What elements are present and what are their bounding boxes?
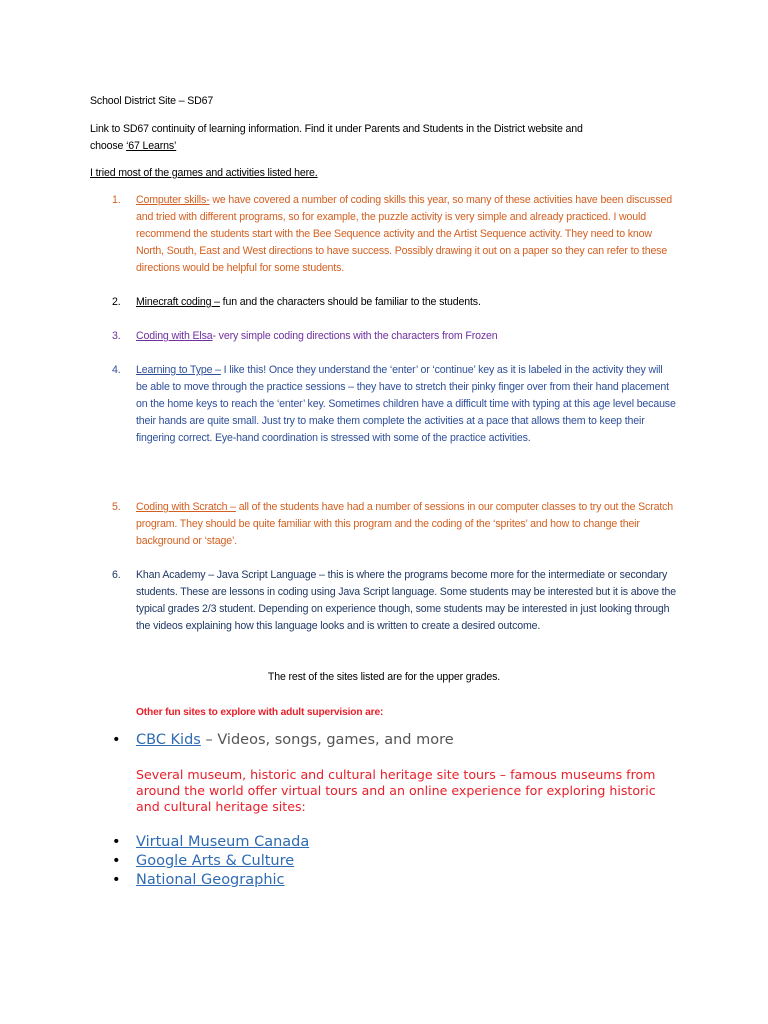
tried-line: I tried most of the games and activities listed here. xyxy=(90,167,318,179)
cbc-kids-link[interactable]: CBC Kids xyxy=(136,732,201,748)
learning-to-type-link[interactable]: Learning to Type – xyxy=(136,364,221,376)
item-text: we have covered a number of coding skills this year, so many of these activities have been discussed and tried with different programs, so for example, the puzzle activity is very simple and already practiced. I would recommend the students start with the Bee Sequence activity and the Artist Sequence activity. They need to know North, South, East and West directions to have success. Possibly drawing it out on a paper so they can refer to these directions would be helpful for some students. xyxy=(136,194,672,274)
coding-with-scratch-link[interactable]: Coding with Scratch – xyxy=(136,501,236,513)
google-arts-culture-link[interactable]: Google Arts & Culture xyxy=(136,853,295,869)
item-number: 5. xyxy=(112,501,121,513)
coding-with-elsa-link[interactable]: Coding with Elsa xyxy=(136,330,213,342)
minecraft-coding-link[interactable]: Minecraft coding – xyxy=(136,296,220,308)
link-line-2-prefix: choose xyxy=(90,140,127,152)
item-number: 3. xyxy=(112,330,121,342)
national-geographic-link[interactable]: National Geographic xyxy=(136,872,285,888)
rest-note: The rest of the sites listed are for the upper grades. xyxy=(267,671,501,683)
museum-paragraph: Several museum, historic and cultural heritage site tours – famous museums from around the world offer virtual tours and an online experience for exploring historic and cultural heritage sites: xyxy=(136,767,656,814)
other-sites-heading: Other fun sites to explore with adult supervision are: xyxy=(136,707,384,718)
bullet-icon: • xyxy=(112,872,121,888)
item-text: I like this! Once they understand the ‘enter’ or ‘continue’ key as it is labeled in the activity they will be able to move through the practice sessions – they have to stretch their pinky finger over from their hand placement on the home keys to reach the ‘enter’ key. Sometimes children have a difficult time with typing at this age level because their hands are quite small. Just try to make them complete the activities at a pace that allows them to keep their fingering correct. Eye-hand coordination is stressed with some of the practice activities. xyxy=(136,364,676,444)
67-learns-link[interactable]: ‘67 Learns’ xyxy=(126,140,177,152)
virtual-museum-canada-link-row xyxy=(136,833,309,852)
item-text: fun and the characters should be familiar to the students. xyxy=(219,296,481,308)
item-number: 4. xyxy=(112,364,121,376)
list-item-computer-skills xyxy=(136,192,676,277)
bullet-icon: • xyxy=(112,732,121,748)
computer-skills-link[interactable]: Computer skills- xyxy=(136,194,210,206)
link-paragraph xyxy=(90,121,690,155)
list-item-elsa xyxy=(136,328,676,345)
national-geographic-link-row xyxy=(136,871,285,890)
link-line-1: Link to SD67 continuity of learning information. Find it under Parents and Students in the District website and xyxy=(90,123,583,135)
item-number: 6. xyxy=(112,569,121,581)
item-number: 2. xyxy=(112,296,121,308)
cbc-line xyxy=(136,731,454,750)
list-item-learning-to-type xyxy=(136,362,676,447)
item-text: - very simple coding directions with the characters from Frozen xyxy=(212,330,498,342)
site-title: School District Site – SD67 xyxy=(90,95,214,107)
item-number: 1. xyxy=(112,194,121,206)
cbc-description: – Videos, songs, games, and more xyxy=(200,732,454,748)
bullet-icon: • xyxy=(112,834,121,850)
item-text: all of the students have had a number of sessions in our computer classes to try out the Scratch program. They should be quite familiar with this program and the coding of the ‘sprites’ and how to change their background or ‘stage’. xyxy=(136,501,674,547)
item-text: Khan Academy – Java Script Language – this is where the programs become more for the intermediate or secondary students. These are lessons in coding using Java Script language. Some students may be interested but it is above the typical grades 2/3 student. Depending on experience though, some students may be interested in just looking through the videos explaining how this language looks and is written to create a desired outcome. xyxy=(136,569,676,632)
list-item-minecraft xyxy=(136,294,676,311)
list-item-scratch xyxy=(136,499,676,550)
list-item-khan-academy xyxy=(136,567,676,635)
google-arts-culture-link-row xyxy=(136,852,294,871)
virtual-museum-canada-link[interactable]: Virtual Museum Canada xyxy=(136,834,310,850)
bullet-icon: • xyxy=(112,853,121,869)
